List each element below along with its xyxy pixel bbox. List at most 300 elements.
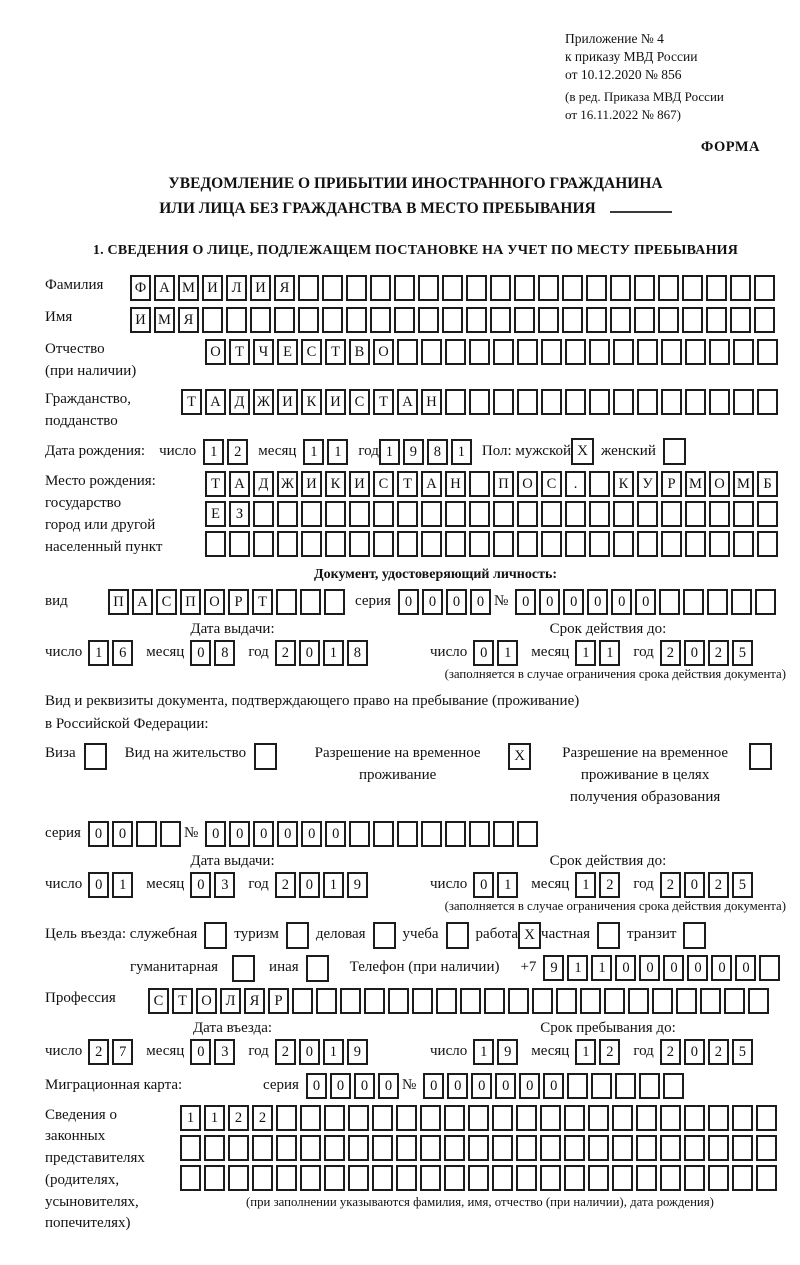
char-box[interactable]: Т xyxy=(172,988,193,1014)
char-box[interactable] xyxy=(661,339,682,365)
char-box[interactable] xyxy=(394,307,415,333)
char-box[interactable]: А xyxy=(132,589,153,615)
char-box[interactable]: 1 xyxy=(112,872,133,898)
char-box[interactable] xyxy=(418,307,439,333)
char-box[interactable]: 0 xyxy=(422,589,443,615)
char-box[interactable] xyxy=(661,389,682,415)
char-box[interactable] xyxy=(445,531,466,557)
char-box[interactable]: А xyxy=(421,471,442,497)
char-box[interactable] xyxy=(469,531,490,557)
char-box[interactable]: 5 xyxy=(732,640,753,666)
char-box[interactable] xyxy=(276,1135,297,1161)
char-box[interactable] xyxy=(436,988,457,1014)
char-box[interactable] xyxy=(757,389,778,415)
rvp-education-checkbox[interactable] xyxy=(749,743,772,770)
char-box[interactable]: 0 xyxy=(423,1073,444,1099)
char-box[interactable] xyxy=(250,307,271,333)
char-box[interactable] xyxy=(388,988,409,1014)
char-box[interactable] xyxy=(682,275,703,301)
char-box[interactable] xyxy=(682,307,703,333)
char-box[interactable] xyxy=(396,1135,417,1161)
char-box[interactable]: 1 xyxy=(88,640,109,666)
char-box[interactable] xyxy=(612,1135,633,1161)
char-box[interactable] xyxy=(205,531,226,557)
char-box[interactable] xyxy=(637,389,658,415)
char-box[interactable]: 0 xyxy=(563,589,584,615)
char-box[interactable]: Т xyxy=(205,471,226,497)
char-box[interactable] xyxy=(466,275,487,301)
char-box[interactable]: 7 xyxy=(112,1039,133,1065)
char-box[interactable] xyxy=(442,275,463,301)
char-box[interactable] xyxy=(364,988,385,1014)
char-box[interactable] xyxy=(580,988,601,1014)
char-box[interactable] xyxy=(708,1165,729,1191)
char-box[interactable] xyxy=(612,1165,633,1191)
char-box[interactable] xyxy=(589,501,610,527)
char-box[interactable] xyxy=(709,389,730,415)
char-box[interactable] xyxy=(292,988,313,1014)
char-box[interactable]: 2 xyxy=(275,1039,296,1065)
char-box[interactable] xyxy=(418,275,439,301)
char-box[interactable] xyxy=(756,1165,777,1191)
char-box[interactable]: 3 xyxy=(214,872,235,898)
char-box[interactable]: М xyxy=(685,471,706,497)
char-box[interactable]: 0 xyxy=(378,1073,399,1099)
char-box[interactable] xyxy=(685,501,706,527)
char-box[interactable] xyxy=(492,1135,513,1161)
char-box[interactable] xyxy=(733,501,754,527)
char-box[interactable]: О xyxy=(204,589,225,615)
char-box[interactable] xyxy=(348,1165,369,1191)
char-box[interactable] xyxy=(298,275,319,301)
char-box[interactable]: 1 xyxy=(204,1105,225,1131)
char-box[interactable] xyxy=(349,821,370,847)
purpose-transit-checkbox[interactable] xyxy=(683,922,706,949)
char-box[interactable] xyxy=(469,471,490,497)
char-box[interactable]: 0 xyxy=(515,589,536,615)
char-box[interactable]: 0 xyxy=(88,821,109,847)
char-box[interactable]: Б xyxy=(757,471,778,497)
char-box[interactable] xyxy=(589,531,610,557)
char-box[interactable] xyxy=(469,821,490,847)
char-box[interactable] xyxy=(541,339,562,365)
char-box[interactable]: А xyxy=(397,389,418,415)
char-box[interactable]: 2 xyxy=(708,1039,729,1065)
purpose-private-checkbox[interactable] xyxy=(597,922,620,949)
char-box[interactable] xyxy=(637,339,658,365)
char-box[interactable]: И xyxy=(301,471,322,497)
char-box[interactable] xyxy=(276,1105,297,1131)
char-box[interactable] xyxy=(604,988,625,1014)
char-box[interactable]: 0 xyxy=(299,640,320,666)
char-box[interactable]: О xyxy=(709,471,730,497)
char-box[interactable] xyxy=(325,501,346,527)
char-box[interactable]: 2 xyxy=(708,872,729,898)
char-box[interactable] xyxy=(757,501,778,527)
char-box[interactable] xyxy=(300,1165,321,1191)
char-box[interactable] xyxy=(508,988,529,1014)
char-box[interactable]: 1 xyxy=(203,439,224,465)
char-box[interactable]: Ж xyxy=(277,471,298,497)
char-box[interactable]: П xyxy=(493,471,514,497)
char-box[interactable] xyxy=(180,1165,201,1191)
char-box[interactable]: 2 xyxy=(660,872,681,898)
char-box[interactable] xyxy=(538,307,559,333)
char-box[interactable] xyxy=(412,988,433,1014)
char-box[interactable]: А xyxy=(154,275,175,301)
purpose-other-checkbox[interactable] xyxy=(306,955,329,982)
char-box[interactable] xyxy=(731,589,752,615)
char-box[interactable] xyxy=(706,307,727,333)
char-box[interactable] xyxy=(484,988,505,1014)
char-box[interactable]: 0 xyxy=(190,872,211,898)
char-box[interactable] xyxy=(322,275,343,301)
char-box[interactable]: З xyxy=(229,501,250,527)
char-box[interactable]: 0 xyxy=(190,640,211,666)
purpose-study-checkbox[interactable] xyxy=(446,922,469,949)
char-box[interactable]: Р xyxy=(228,589,249,615)
char-box[interactable]: 0 xyxy=(663,955,684,981)
char-box[interactable] xyxy=(490,275,511,301)
char-box[interactable]: 0 xyxy=(635,589,656,615)
char-box[interactable] xyxy=(421,821,442,847)
char-box[interactable] xyxy=(349,501,370,527)
char-box[interactable]: С xyxy=(373,471,394,497)
sex-male-checkbox[interactable]: X xyxy=(571,438,594,465)
char-box[interactable]: 0 xyxy=(587,589,608,615)
char-box[interactable] xyxy=(421,339,442,365)
char-box[interactable] xyxy=(756,1135,777,1161)
char-box[interactable]: 0 xyxy=(684,1039,705,1065)
char-box[interactable]: 1 xyxy=(303,439,324,465)
char-box[interactable]: С xyxy=(156,589,177,615)
char-box[interactable]: 3 xyxy=(214,1039,235,1065)
char-box[interactable]: Р xyxy=(661,471,682,497)
char-box[interactable] xyxy=(754,275,775,301)
char-box[interactable]: 2 xyxy=(660,1039,681,1065)
char-box[interactable] xyxy=(565,339,586,365)
char-box[interactable] xyxy=(394,275,415,301)
char-box[interactable]: М xyxy=(154,307,175,333)
char-box[interactable]: К xyxy=(613,471,634,497)
char-box[interactable]: 2 xyxy=(88,1039,109,1065)
char-box[interactable]: О xyxy=(205,339,226,365)
char-box[interactable]: 0 xyxy=(471,1073,492,1099)
char-box[interactable] xyxy=(636,1105,657,1131)
char-box[interactable] xyxy=(663,1073,684,1099)
char-box[interactable] xyxy=(300,589,321,615)
char-box[interactable] xyxy=(685,389,706,415)
char-box[interactable] xyxy=(684,1165,705,1191)
char-box[interactable] xyxy=(613,389,634,415)
char-box[interactable] xyxy=(468,1135,489,1161)
char-box[interactable]: 6 xyxy=(112,640,133,666)
purpose-official-checkbox[interactable] xyxy=(204,922,227,949)
char-box[interactable] xyxy=(442,307,463,333)
char-box[interactable] xyxy=(325,531,346,557)
char-box[interactable] xyxy=(276,1165,297,1191)
char-box[interactable] xyxy=(610,307,631,333)
char-box[interactable] xyxy=(348,1105,369,1131)
char-box[interactable] xyxy=(684,1135,705,1161)
char-box[interactable] xyxy=(204,1135,225,1161)
char-box[interactable] xyxy=(396,1105,417,1131)
char-box[interactable] xyxy=(659,589,680,615)
char-box[interactable] xyxy=(589,471,610,497)
char-box[interactable] xyxy=(444,1105,465,1131)
char-box[interactable] xyxy=(300,1135,321,1161)
char-box[interactable] xyxy=(228,1135,249,1161)
char-box[interactable] xyxy=(708,1105,729,1131)
char-box[interactable] xyxy=(517,339,538,365)
char-box[interactable]: Ж xyxy=(253,389,274,415)
char-box[interactable]: П xyxy=(108,589,129,615)
char-box[interactable] xyxy=(460,988,481,1014)
char-box[interactable] xyxy=(541,531,562,557)
char-box[interactable] xyxy=(300,1105,321,1131)
char-box[interactable]: У xyxy=(637,471,658,497)
char-box[interactable]: Т xyxy=(325,339,346,365)
char-box[interactable]: 1 xyxy=(180,1105,201,1131)
char-box[interactable] xyxy=(346,307,367,333)
char-box[interactable]: 1 xyxy=(451,439,472,465)
char-box[interactable] xyxy=(514,275,535,301)
char-box[interactable] xyxy=(564,1165,585,1191)
char-box[interactable] xyxy=(708,1135,729,1161)
char-box[interactable]: 1 xyxy=(473,1039,494,1065)
char-box[interactable] xyxy=(724,988,745,1014)
char-box[interactable] xyxy=(397,821,418,847)
char-box[interactable] xyxy=(373,531,394,557)
char-box[interactable] xyxy=(493,389,514,415)
char-box[interactable] xyxy=(493,531,514,557)
char-box[interactable] xyxy=(324,589,345,615)
char-box[interactable]: 1 xyxy=(591,955,612,981)
char-box[interactable]: 0 xyxy=(543,1073,564,1099)
char-box[interactable] xyxy=(562,275,583,301)
char-box[interactable] xyxy=(538,275,559,301)
char-box[interactable]: С xyxy=(301,339,322,365)
char-box[interactable] xyxy=(420,1165,441,1191)
char-box[interactable] xyxy=(732,1165,753,1191)
char-box[interactable] xyxy=(445,501,466,527)
char-box[interactable] xyxy=(180,1135,201,1161)
char-box[interactable] xyxy=(324,1135,345,1161)
char-box[interactable]: Ф xyxy=(130,275,151,301)
char-box[interactable] xyxy=(634,307,655,333)
char-box[interactable] xyxy=(202,307,223,333)
char-box[interactable]: 9 xyxy=(543,955,564,981)
char-box[interactable] xyxy=(652,988,673,1014)
char-box[interactable] xyxy=(445,389,466,415)
char-box[interactable] xyxy=(372,1135,393,1161)
char-box[interactable] xyxy=(586,275,607,301)
char-box[interactable]: 0 xyxy=(88,872,109,898)
char-box[interactable]: М xyxy=(733,471,754,497)
char-box[interactable] xyxy=(588,1135,609,1161)
char-box[interactable] xyxy=(372,1165,393,1191)
char-box[interactable] xyxy=(658,307,679,333)
char-box[interactable] xyxy=(660,1165,681,1191)
char-box[interactable] xyxy=(517,501,538,527)
char-box[interactable] xyxy=(565,501,586,527)
char-box[interactable]: И xyxy=(349,471,370,497)
char-box[interactable] xyxy=(733,389,754,415)
char-box[interactable]: 0 xyxy=(330,1073,351,1099)
char-box[interactable]: А xyxy=(205,389,226,415)
char-box[interactable]: 2 xyxy=(228,1105,249,1131)
char-box[interactable] xyxy=(514,307,535,333)
char-box[interactable]: А xyxy=(229,471,250,497)
purpose-work-checkbox[interactable]: X xyxy=(518,922,541,949)
char-box[interactable] xyxy=(709,501,730,527)
char-box[interactable]: 1 xyxy=(497,640,518,666)
char-box[interactable] xyxy=(540,1135,561,1161)
char-box[interactable] xyxy=(613,531,634,557)
char-box[interactable]: С xyxy=(541,471,562,497)
char-box[interactable] xyxy=(756,1105,777,1131)
char-box[interactable] xyxy=(634,275,655,301)
char-box[interactable] xyxy=(661,501,682,527)
char-box[interactable] xyxy=(707,589,728,615)
char-box[interactable] xyxy=(685,531,706,557)
char-box[interactable] xyxy=(748,988,769,1014)
char-box[interactable] xyxy=(683,589,704,615)
char-box[interactable] xyxy=(757,339,778,365)
char-box[interactable] xyxy=(516,1135,537,1161)
char-box[interactable] xyxy=(396,1165,417,1191)
char-box[interactable] xyxy=(589,389,610,415)
char-box[interactable] xyxy=(421,531,442,557)
char-box[interactable]: Я xyxy=(178,307,199,333)
char-box[interactable] xyxy=(204,1165,225,1191)
char-box[interactable] xyxy=(612,1105,633,1131)
char-box[interactable]: 0 xyxy=(684,872,705,898)
char-box[interactable] xyxy=(301,501,322,527)
char-box[interactable]: 2 xyxy=(660,640,681,666)
char-box[interactable]: 9 xyxy=(347,1039,368,1065)
char-box[interactable] xyxy=(372,1105,393,1131)
char-box[interactable]: 1 xyxy=(575,1039,596,1065)
char-box[interactable] xyxy=(469,389,490,415)
char-box[interactable] xyxy=(253,531,274,557)
char-box[interactable]: 2 xyxy=(252,1105,273,1131)
char-box[interactable]: Т xyxy=(373,389,394,415)
char-box[interactable] xyxy=(700,988,721,1014)
char-box[interactable] xyxy=(469,339,490,365)
char-box[interactable]: 0 xyxy=(112,821,133,847)
char-box[interactable]: 8 xyxy=(347,640,368,666)
char-box[interactable] xyxy=(586,307,607,333)
char-box[interactable] xyxy=(564,1135,585,1161)
char-box[interactable]: 0 xyxy=(325,821,346,847)
rvp-checkbox[interactable]: X xyxy=(508,743,531,770)
char-box[interactable]: 1 xyxy=(567,955,588,981)
char-box[interactable] xyxy=(492,1105,513,1131)
char-box[interactable]: 0 xyxy=(398,589,419,615)
char-box[interactable]: 0 xyxy=(711,955,732,981)
char-box[interactable]: И xyxy=(325,389,346,415)
char-box[interactable] xyxy=(229,531,250,557)
char-box[interactable] xyxy=(610,275,631,301)
char-box[interactable] xyxy=(517,821,538,847)
char-box[interactable] xyxy=(730,275,751,301)
char-box[interactable] xyxy=(316,988,337,1014)
char-box[interactable]: О xyxy=(517,471,538,497)
char-box[interactable]: Е xyxy=(205,501,226,527)
char-box[interactable]: 0 xyxy=(277,821,298,847)
char-box[interactable] xyxy=(324,1165,345,1191)
char-box[interactable] xyxy=(636,1135,657,1161)
char-box[interactable]: 0 xyxy=(205,821,226,847)
char-box[interactable] xyxy=(421,501,442,527)
char-box[interactable] xyxy=(277,501,298,527)
char-box[interactable]: . xyxy=(565,471,586,497)
char-box[interactable]: 8 xyxy=(214,640,235,666)
char-box[interactable]: 0 xyxy=(735,955,756,981)
char-box[interactable]: С xyxy=(349,389,370,415)
char-box[interactable]: 0 xyxy=(615,955,636,981)
char-box[interactable]: 8 xyxy=(427,439,448,465)
char-box[interactable]: Д xyxy=(229,389,250,415)
char-box[interactable] xyxy=(226,307,247,333)
char-box[interactable] xyxy=(591,1073,612,1099)
char-box[interactable] xyxy=(493,339,514,365)
char-box[interactable] xyxy=(420,1105,441,1131)
char-box[interactable] xyxy=(277,531,298,557)
char-box[interactable]: 1 xyxy=(323,640,344,666)
char-box[interactable] xyxy=(517,389,538,415)
char-box[interactable]: 0 xyxy=(447,1073,468,1099)
char-box[interactable]: 0 xyxy=(687,955,708,981)
char-box[interactable] xyxy=(397,531,418,557)
char-box[interactable]: 0 xyxy=(611,589,632,615)
char-box[interactable] xyxy=(346,275,367,301)
char-box[interactable] xyxy=(532,988,553,1014)
char-box[interactable] xyxy=(492,1165,513,1191)
char-box[interactable] xyxy=(567,1073,588,1099)
char-box[interactable] xyxy=(516,1165,537,1191)
residence-permit-checkbox[interactable] xyxy=(254,743,277,770)
char-box[interactable] xyxy=(589,339,610,365)
char-box[interactable]: 0 xyxy=(539,589,560,615)
char-box[interactable]: Т xyxy=(229,339,250,365)
sex-female-checkbox[interactable] xyxy=(663,438,686,465)
char-box[interactable]: 2 xyxy=(227,439,248,465)
char-box[interactable] xyxy=(564,1105,585,1131)
char-box[interactable]: Я xyxy=(274,275,295,301)
char-box[interactable]: Н xyxy=(421,389,442,415)
char-box[interactable] xyxy=(397,501,418,527)
char-box[interactable] xyxy=(676,988,697,1014)
char-box[interactable]: И xyxy=(202,275,223,301)
char-box[interactable]: 0 xyxy=(299,872,320,898)
char-box[interactable]: Т xyxy=(252,589,273,615)
char-box[interactable] xyxy=(660,1105,681,1131)
char-box[interactable] xyxy=(370,307,391,333)
char-box[interactable] xyxy=(556,988,577,1014)
char-box[interactable] xyxy=(540,1165,561,1191)
char-box[interactable]: Е xyxy=(277,339,298,365)
char-box[interactable] xyxy=(322,307,343,333)
char-box[interactable] xyxy=(637,531,658,557)
char-box[interactable] xyxy=(274,307,295,333)
char-box[interactable]: 1 xyxy=(323,1039,344,1065)
char-box[interactable]: Т xyxy=(397,471,418,497)
char-box[interactable] xyxy=(636,1165,657,1191)
char-box[interactable]: П xyxy=(180,589,201,615)
char-box[interactable] xyxy=(444,1165,465,1191)
